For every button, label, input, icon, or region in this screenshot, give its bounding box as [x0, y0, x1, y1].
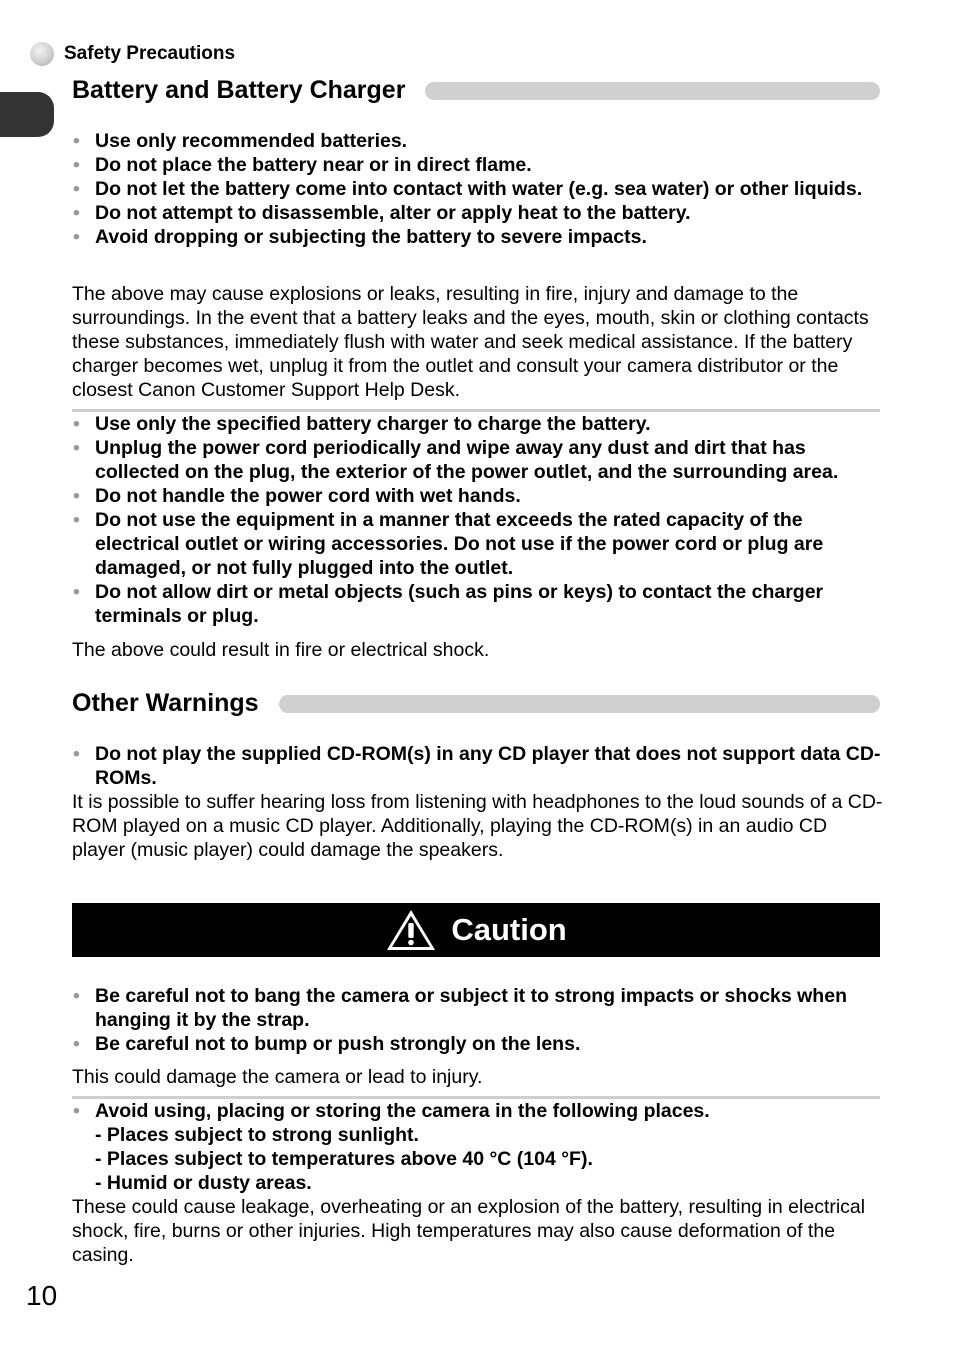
battery-paragraph-1: The above may cause explosions or leaks, resulting in fire, injury and damage to the surroundings. In the event that a battery leaks and the eyes, mouth, skin or clothing contacts these substances, immediately flush with water and seek medical assistance. If the battery charger becomes wet, unplug it from the outlet and consult your camera distributor or the closest Canon Customer Support Help Desk. [72, 283, 869, 401]
heading-bar [279, 695, 880, 713]
list-item: • Do not place the battery near or in direct flame. [72, 153, 884, 177]
other-warnings-title: Other Warnings [72, 689, 259, 717]
sub-list-item: - Places subject to strong sunlight. [95, 1124, 419, 1146]
list-item: • Do not handle the power cord with wet hands. [72, 484, 884, 508]
list-item: • Be careful not to bang the camera or subject it to strong impacts or shocks when hanging it by the strap. [72, 984, 884, 1032]
header-title: Safety Precautions [64, 43, 236, 64]
page-header [30, 41, 235, 67]
sub-list-item: - Humid or dusty areas. [95, 1172, 312, 1194]
heading-bar [425, 82, 880, 100]
caution-bullets-1 [72, 984, 884, 1056]
list-item [72, 1099, 884, 1195]
other-warnings-paragraph: It is possible to suffer hearing loss from listening with headphones to the loud sounds of a CD-ROM played on a music CD player. Additionally, playing the CD-ROM(s) in an audio CD player (music player) could damage the speakers. [72, 791, 883, 861]
list-item: • Do not use the equipment in a manner that exceeds the rated capacity of the electrical outlet or wiring accessories. Do not use if the power cord or plug are damaged, or not fully plugged into the outlet. [72, 508, 884, 580]
battery-bullets-1 [72, 129, 884, 249]
list-item: • Use only the specified battery charger to charge the battery. [72, 412, 884, 436]
list-item: • Do not attempt to disassemble, alter or apply heat to the battery. [72, 201, 884, 225]
battery-section-title: Battery and Battery Charger [72, 76, 406, 104]
caution-title: Caution [451, 912, 567, 947]
sub-list-item: - Places subject to temperatures above 40 °C (104 °F). [95, 1148, 593, 1170]
caution-banner [72, 903, 880, 957]
list-item: • Unplug the power cord periodically and wipe away any dust and dirt that has collected on the plug, the exterior of the power outlet, and the surrounding area. [72, 436, 884, 484]
other-warnings-heading [72, 689, 880, 718]
battery-bullets-2 [72, 412, 884, 628]
sub-list [95, 1123, 884, 1195]
battery-section-heading [72, 76, 880, 105]
caution-bullets-2 [72, 1099, 884, 1195]
other-warnings-bullets [72, 742, 884, 790]
warning-triangle-icon [385, 908, 437, 952]
section-circle-icon [30, 42, 54, 66]
list-item: • Do not let the battery come into contact with water (e.g. sea water) or other liquids. [72, 177, 884, 201]
battery-paragraph-2: The above could result in fire or electrical shock. [72, 639, 490, 661]
caution-paragraph-1: This could damage the camera or lead to injury. [72, 1066, 483, 1088]
caution-paragraph-2: These could cause leakage, overheating or an explosion of the battery, resulting in electrical shock, fire, burns or other injuries. High temperatures may also cause deformation of the casing. [72, 1196, 866, 1266]
page-number: 10 [26, 1280, 58, 1311]
list-item: • Use only recommended batteries. [72, 129, 884, 153]
list-item: • Avoid dropping or subjecting the battery to severe impacts. [72, 225, 884, 249]
list-item: • Do not allow dirt or metal objects (such as pins or keys) to contact the charger terminals or plug. [72, 580, 884, 628]
chapter-tab-marker [0, 92, 54, 137]
list-item-text: Avoid using, placing or storing the camera in the following places. [95, 1100, 710, 1122]
list-item: • Do not play the supplied CD-ROM(s) in any CD player that does not support data CD-ROMs. [72, 742, 884, 790]
list-item: • Be careful not to bump or push strongly on the lens. [72, 1032, 884, 1056]
